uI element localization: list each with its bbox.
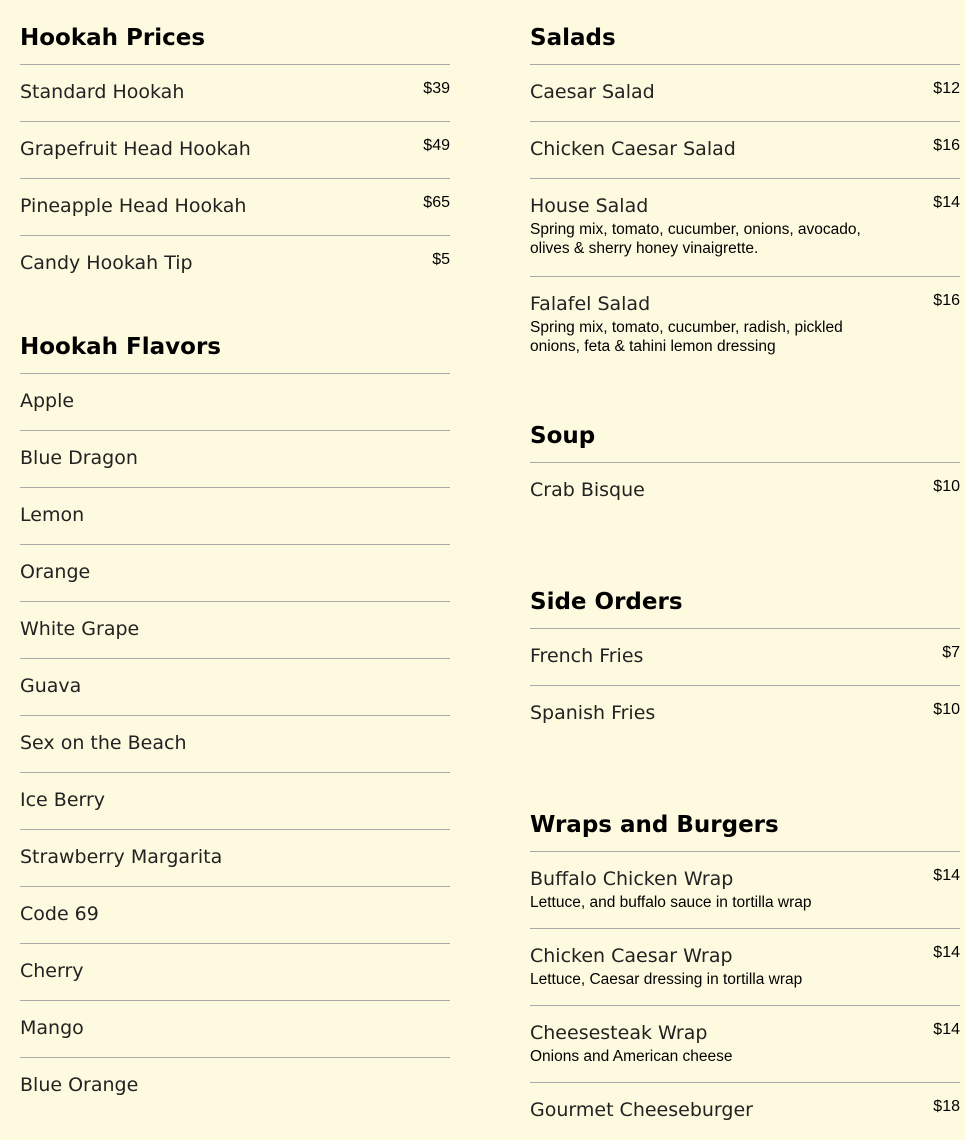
item-name: Spanish Fries bbox=[530, 702, 656, 724]
section-title: Hookah Flavors bbox=[20, 309, 450, 374]
hookah-flavors-section bbox=[20, 309, 450, 1115]
item-price: $14 bbox=[933, 194, 960, 211]
item-description: Lettuce, and buffalo sauce in tortilla wrap bbox=[530, 894, 812, 911]
item-price: $16 bbox=[933, 137, 960, 154]
item-name: House Salad bbox=[530, 195, 649, 217]
section-title: Hookah Prices bbox=[20, 0, 450, 65]
menu-item[interactable] bbox=[20, 179, 450, 236]
item-description: Lettuce, Caesar dressing in tortilla wrap bbox=[530, 971, 803, 988]
flavor-item[interactable] bbox=[20, 1001, 450, 1058]
item-price: $14 bbox=[933, 1021, 960, 1038]
item-description: Onions and American cheese bbox=[530, 1048, 733, 1065]
item-name: Lemon bbox=[20, 504, 85, 526]
item-name: Falafel Salad bbox=[530, 293, 651, 315]
menu-item[interactable] bbox=[20, 122, 450, 179]
item-name: Chicken Caesar Wrap bbox=[530, 945, 733, 967]
flavor-item[interactable] bbox=[20, 488, 450, 545]
flavor-item[interactable] bbox=[20, 431, 450, 488]
menu-item[interactable] bbox=[530, 277, 960, 372]
section-gap bbox=[20, 293, 450, 309]
item-name: Pineapple Head Hookah bbox=[20, 195, 247, 217]
item-description: Spring mix, tomato, cucumber, onions, avocado, olives & sherry honey vinaigrette. bbox=[530, 221, 861, 257]
menu-item[interactable] bbox=[530, 1083, 960, 1140]
item-price: $49 bbox=[423, 137, 450, 154]
left-column bbox=[20, 0, 450, 1115]
right-column bbox=[530, 0, 960, 1140]
flavor-item[interactable] bbox=[20, 545, 450, 602]
item-name: Buffalo Chicken Wrap bbox=[530, 868, 734, 890]
menu-item[interactable] bbox=[530, 463, 960, 520]
menu-item[interactable] bbox=[530, 929, 960, 1006]
item-price: $10 bbox=[933, 701, 960, 718]
flavor-item[interactable] bbox=[20, 659, 450, 716]
menu-item[interactable] bbox=[530, 179, 960, 277]
item-price: $18 bbox=[933, 1098, 960, 1115]
item-name: Mango bbox=[20, 1017, 84, 1039]
item-name: Crab Bisque bbox=[530, 479, 645, 501]
section-gap bbox=[530, 520, 960, 564]
item-name: French Fries bbox=[530, 645, 644, 667]
menu-item[interactable] bbox=[530, 65, 960, 122]
menu-item[interactable] bbox=[20, 236, 450, 293]
item-description: Spring mix, tomato, cucumber, radish, pickled onions, feta & tahini lemon dressing bbox=[530, 319, 843, 355]
menu-item[interactable] bbox=[530, 1006, 960, 1083]
item-name: Blue Dragon bbox=[20, 447, 138, 469]
item-price: $12 bbox=[933, 80, 960, 97]
section-gap bbox=[530, 743, 960, 787]
hookah-prices-section bbox=[20, 0, 450, 293]
item-name: Orange bbox=[20, 561, 91, 583]
wraps-burgers-section bbox=[530, 787, 960, 1140]
side-orders-section bbox=[530, 564, 960, 743]
flavor-item[interactable] bbox=[20, 887, 450, 944]
item-name: Cherry bbox=[20, 960, 84, 982]
section-title: Soup bbox=[530, 398, 960, 463]
item-price: $14 bbox=[933, 867, 960, 884]
item-price: $10 bbox=[933, 478, 960, 495]
section-title: Wraps and Burgers bbox=[530, 787, 960, 852]
item-name: White Grape bbox=[20, 618, 140, 640]
item-name: Caesar Salad bbox=[530, 81, 655, 103]
item-price: $16 bbox=[933, 292, 960, 309]
item-price: $5 bbox=[432, 251, 450, 268]
menu-item[interactable] bbox=[20, 65, 450, 122]
flavor-item[interactable] bbox=[20, 374, 450, 431]
flavor-item[interactable] bbox=[20, 716, 450, 773]
item-name: Grapefruit Head Hookah bbox=[20, 138, 251, 160]
item-name: Strawberry Margarita bbox=[20, 846, 223, 868]
flavor-item[interactable] bbox=[20, 1058, 450, 1115]
item-name: Apple bbox=[20, 390, 75, 412]
item-name: Blue Orange bbox=[20, 1074, 139, 1096]
flavor-item[interactable] bbox=[20, 602, 450, 659]
section-title: Salads bbox=[530, 0, 960, 65]
item-name: Code 69 bbox=[20, 903, 99, 925]
menu-item[interactable] bbox=[530, 686, 960, 743]
item-name: Guava bbox=[20, 675, 82, 697]
item-name: Cheesesteak Wrap bbox=[530, 1022, 708, 1044]
item-price: $65 bbox=[423, 194, 450, 211]
section-gap bbox=[530, 372, 960, 398]
soup-section bbox=[530, 398, 960, 520]
menu-item[interactable] bbox=[530, 852, 960, 929]
menu-item[interactable] bbox=[530, 122, 960, 179]
flavor-item[interactable] bbox=[20, 944, 450, 1001]
item-price: $7 bbox=[942, 644, 960, 661]
menu-item[interactable] bbox=[530, 629, 960, 686]
item-name: Sex on the Beach bbox=[20, 732, 187, 754]
item-name: Ice Berry bbox=[20, 789, 106, 811]
item-price: $39 bbox=[423, 80, 450, 97]
item-price: $14 bbox=[933, 944, 960, 961]
flavor-item[interactable] bbox=[20, 773, 450, 830]
item-name: Chicken Caesar Salad bbox=[530, 138, 736, 160]
item-name: Candy Hookah Tip bbox=[20, 252, 193, 274]
salads-section bbox=[530, 0, 960, 372]
item-name: Gourmet Cheeseburger bbox=[530, 1099, 753, 1121]
section-title: Side Orders bbox=[530, 564, 960, 629]
item-name: Standard Hookah bbox=[20, 81, 185, 103]
flavor-item[interactable] bbox=[20, 830, 450, 887]
